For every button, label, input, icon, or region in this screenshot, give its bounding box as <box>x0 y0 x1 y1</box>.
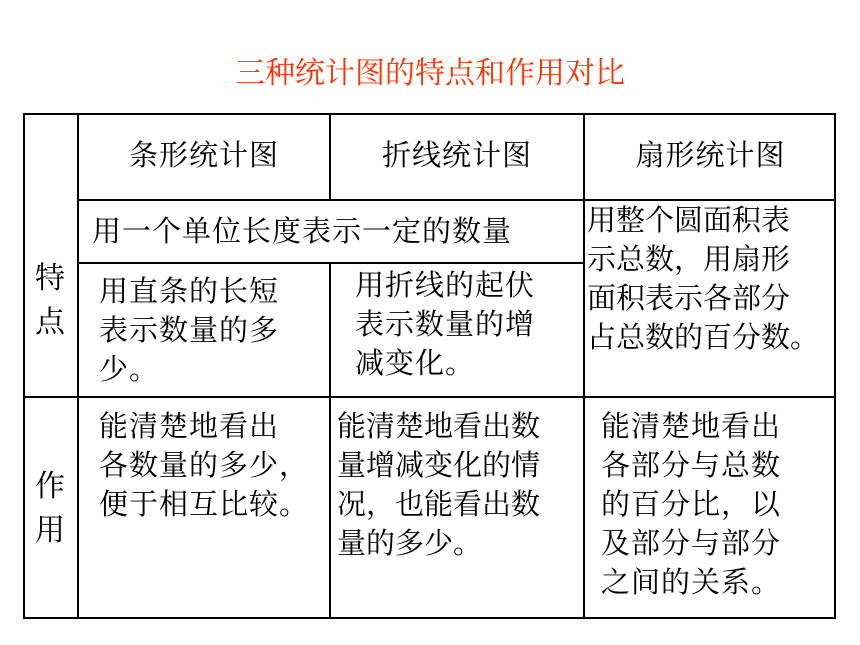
cell-line: 用整个圆面积表 <box>587 203 791 237</box>
row-label-char: 点 <box>35 305 65 340</box>
cell-line: 各部分与总数 <box>601 448 782 482</box>
cell-line: 能清楚地看出 <box>99 409 280 443</box>
cell-line: 占总数的百分数。 <box>587 320 820 354</box>
cell-line: 的百分比，以 <box>601 487 782 521</box>
cell-line: 能清楚地看出数 <box>337 409 541 443</box>
cell-line: 量增减变化的情 <box>337 448 541 482</box>
table-divider <box>23 396 836 398</box>
table-divider <box>77 262 585 264</box>
header-line-chart: 折线统计图 <box>381 138 532 172</box>
cell-line: 况，也能看出数 <box>337 487 541 521</box>
uses-pie-cell <box>601 407 781 602</box>
cell-line: 能清楚地看出 <box>601 409 782 443</box>
row-label-features <box>30 257 70 345</box>
cell-line: 用直条的长短 <box>99 274 280 308</box>
page-title: 三种统计图的特点和作用对比 <box>235 56 625 91</box>
row-label-char: 特 <box>35 261 65 296</box>
cell-line: 减变化。 <box>355 346 476 380</box>
header-pie-chart: 扇形统计图 <box>635 138 786 172</box>
cell-line: 少。 <box>99 352 160 386</box>
table-divider <box>583 113 585 619</box>
row-label-char: 用 <box>35 513 65 548</box>
uses-bar-cell <box>99 407 309 524</box>
cell-line: 示总数，用扇形 <box>587 242 791 276</box>
cell-line: 及部分与部分 <box>601 526 782 560</box>
cell-line: 表示数量的多 <box>99 313 280 347</box>
row-label-uses <box>30 465 70 553</box>
features-bar-cell <box>99 272 279 389</box>
table-divider <box>329 264 331 619</box>
cell-line: 表示数量的增 <box>355 307 536 341</box>
cell-line: 量的多少。 <box>337 526 483 560</box>
cell-line: 之间的关系。 <box>601 565 782 599</box>
cell-line: 各数量的多少， <box>99 448 310 482</box>
features-shared-cell: 用一个单位长度表示一定的数量 <box>92 214 513 248</box>
row-label-char: 作 <box>35 469 65 504</box>
cell-line: 用折线的起伏 <box>355 268 536 302</box>
uses-line-cell <box>337 407 540 563</box>
cell-line: 面积表示各部分 <box>587 281 791 315</box>
header-bar-chart: 条形统计图 <box>128 138 279 172</box>
table-divider <box>77 113 79 619</box>
features-pie-cell <box>587 201 819 357</box>
cell-line: 便于相互比较。 <box>99 487 310 521</box>
features-line-cell <box>355 266 535 383</box>
